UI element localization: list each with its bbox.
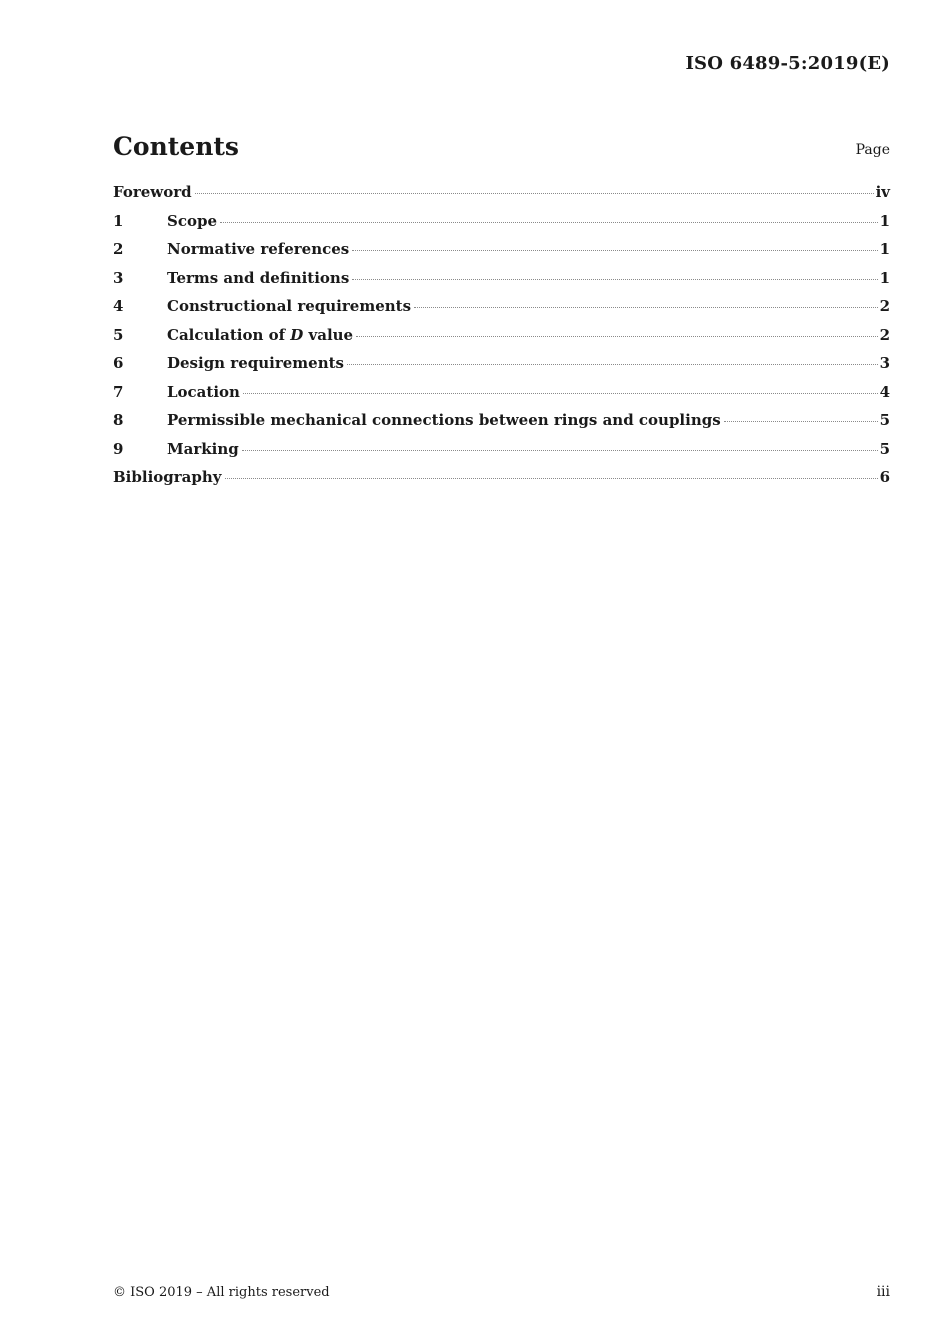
toc-entry-title: Permissible mechanical connections between rings and couplings: [167, 411, 721, 429]
toc-entry-title: Design requirements: [167, 354, 344, 372]
toc-dot-leader: [352, 279, 877, 280]
toc-entry-terms-and-definitions[interactable]: [113, 269, 890, 298]
toc-entry-page: 3: [879, 354, 890, 372]
toc-dot-leader: [724, 421, 878, 422]
toc-dot-leader: [352, 250, 877, 251]
table-of-contents: [113, 183, 890, 497]
toc-entry-title: Foreword: [113, 183, 192, 201]
toc-entry-page: 4: [879, 382, 890, 401]
toc-entry-title: Normative references: [167, 240, 350, 258]
toc-entry-bibliography[interactable]: [113, 468, 890, 497]
toc-entry-title: [167, 326, 353, 344]
toc-entry-number: 9: [113, 439, 124, 458]
toc-dot-leader: [414, 307, 878, 308]
document-id: ISO 6489-5:2019(E): [685, 53, 890, 74]
toc-entry-number: 2: [113, 240, 124, 258]
toc-dot-leader: [195, 193, 874, 194]
toc-dot-leader: [243, 393, 878, 394]
toc-entry-number: 4: [113, 297, 124, 315]
toc-entry-number: 5: [113, 325, 124, 344]
toc-entry-title-italic: D: [290, 325, 304, 344]
toc-entry-number: 6: [113, 354, 124, 372]
toc-entry-scope[interactable]: [113, 212, 890, 241]
page-column-label: Page: [855, 142, 890, 158]
toc-entry-title: Scope: [167, 211, 218, 230]
toc-entry-permissible-mechanical-connections[interactable]: [113, 411, 890, 440]
toc-entry-page: 2: [879, 325, 890, 344]
toc-entry-design-requirements[interactable]: [113, 354, 890, 383]
toc-entry-page: 1: [879, 268, 890, 287]
toc-entry-marking[interactable]: [113, 440, 890, 469]
footer-copyright: © ISO 2019 – All rights reserved: [113, 1285, 330, 1300]
toc-entry-page: 1: [879, 211, 890, 230]
toc-dot-leader: [225, 478, 878, 479]
toc-dot-leader: [242, 450, 878, 451]
toc-entry-page: iv: [875, 183, 890, 201]
toc-entry-number: 8: [113, 411, 124, 429]
toc-entry-title: Bibliography: [113, 468, 222, 486]
toc-entry-number: 1: [113, 211, 124, 230]
toc-entry-title-text: Calculation of: [167, 325, 291, 344]
toc-entry-constructional-requirements[interactable]: [113, 297, 890, 326]
toc-entry-normative-references[interactable]: [113, 240, 890, 269]
toc-entry-page: 2: [879, 297, 890, 315]
toc-entry-page: 6: [879, 468, 890, 486]
toc-entry-page: 1: [879, 240, 890, 258]
toc-entry-page: 5: [879, 411, 890, 429]
footer-page-number: iii: [876, 1284, 890, 1300]
toc-dot-leader: [220, 222, 878, 223]
toc-entry-number: 3: [113, 268, 124, 287]
toc-entry-title: Marking: [167, 439, 239, 458]
toc-entry-page: 5: [879, 439, 890, 458]
toc-entry-calculation-of-d-value[interactable]: [113, 326, 890, 355]
toc-entry-location[interactable]: [113, 383, 890, 412]
contents-heading: Contents: [113, 132, 240, 161]
toc-entry-title-suffix: value: [303, 325, 354, 344]
toc-dot-leader: [356, 336, 877, 337]
toc-dot-leader: [347, 364, 878, 365]
toc-entry-foreword[interactable]: [113, 183, 890, 212]
toc-entry-title: Location: [167, 382, 240, 401]
toc-entry-title: Terms and definitions: [167, 268, 350, 287]
toc-entry-title: Constructional requirements: [167, 297, 412, 315]
toc-entry-number: 7: [113, 382, 124, 401]
